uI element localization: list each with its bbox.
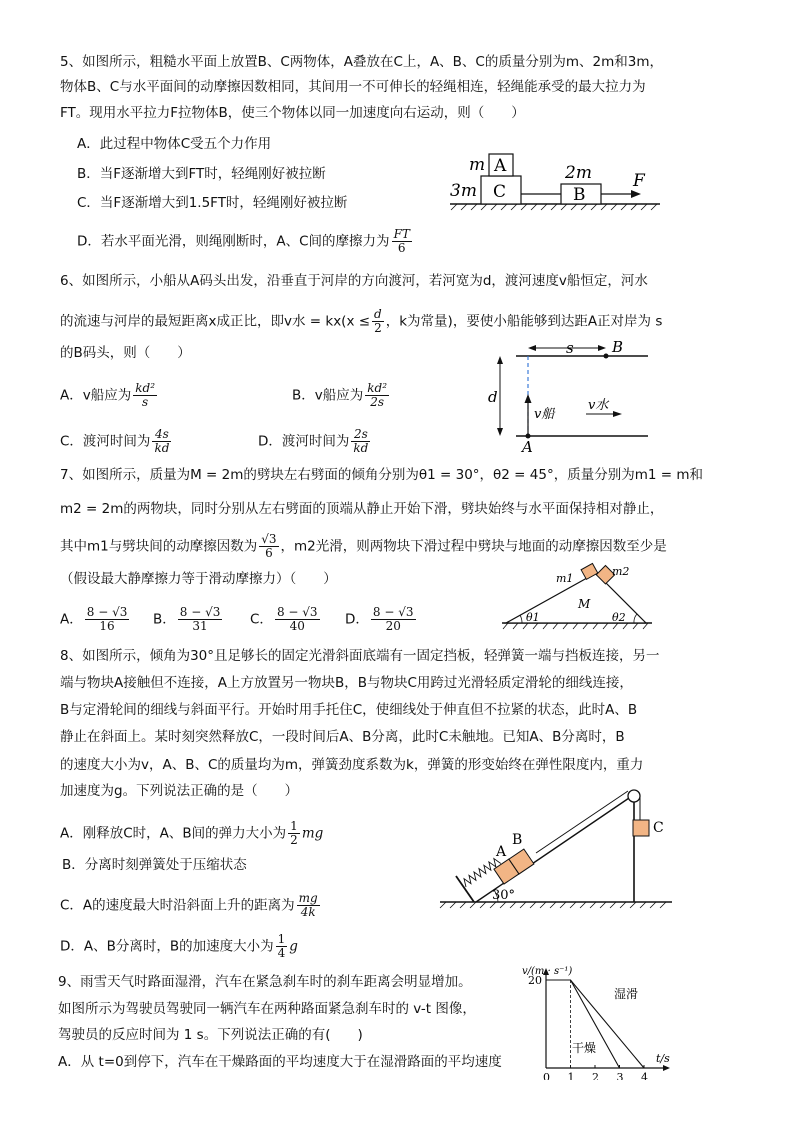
q9-option-a: A．从 t=0到停下，汽车在干燥路面的平均速度大于在湿滑路面的平均速度 (58, 1054, 502, 1070)
label-a: A (522, 438, 533, 456)
label-2m: 2m (565, 163, 592, 183)
q5-line1: 5、如图所示，粗糙水平面上放置B、C两物体，A叠放在C上，A、B、C的质量分别为m、2m和3m， (60, 54, 663, 70)
label-v-boat: v船 (534, 407, 555, 422)
label-c: C (653, 820, 664, 836)
q8-line4: 静止在斜面上。某时刻突然释放C，一段时间后A、B分离，此时C未触地。已知A、B分离时，B (60, 729, 625, 745)
q5-option-a: A．此过程中物体C受五个力作用 (77, 136, 272, 152)
series-label-wet: 湿滑 (614, 987, 639, 1001)
q7-option-a: A． $\frac{8 - √3}{16}$ (60, 605, 128, 633)
x-axis-label: t/s (656, 1052, 670, 1065)
q7-line2: m2 = 2m的两物块，同时分别从左右劈面的顶端从静止开始下滑，劈块始终与水平面保持相对静止， (60, 501, 664, 517)
label-d: d (488, 388, 498, 406)
q7-option-d: D． $\frac{8 - √3}{20}$ (345, 605, 414, 633)
q6-line1: 6、如图所示，小船从A码头出发，沿垂直于河岸的方向渡河，若河宽为d，渡河速度v船恒定，河水 (60, 273, 648, 289)
dock-b (604, 354, 609, 359)
q6-line2: 的流速与河岸的最短距离x成正比，即v水 = kx(x ≤ $\frac{d}{2}$ ，k为常量)，要使小船能够到达距A正对岸为 s (60, 307, 663, 335)
q6-figure (488, 336, 658, 456)
x-tick-label: 1 (567, 1071, 575, 1080)
q8-line2: 端与物块A接触但不连接，A上方放置另一物块B，B与物块C用跨过光滑轻质定滑轮的细线连接， (60, 675, 633, 691)
q8-line3: B与定滑轮间的细线与斜面平行。开始时用手托住C，使细线处于伸直但不拉紧的状态，此时A、B (60, 702, 638, 718)
q8-line5: 的速度大小为v，A、B、C的质量均为m，弹簧劲度系数为k，弹簧的形变始终在弹性限度内，重力 (60, 757, 644, 773)
label-big-m: M (578, 597, 591, 611)
q6-option-c: C．渡河时间为 $\frac{4s}{kd}$ (60, 427, 170, 455)
q9-line2: 如图所示为驾驶员驾驶同一辆汽车在两种路面紧急刹车时的 v-t 图像， (58, 1001, 476, 1017)
q8-line1: 8、如图所示，倾角为30°且足够长的固定光滑斜面底端有一固定挡板，轻弹簧一端与挡板连接，另一 (60, 648, 660, 664)
q5-option-b: B．当F逐渐增大到FT时，轻绳刚好被拉断 (77, 166, 326, 182)
label-b: B (612, 338, 624, 356)
q7-line3: 其中m1与劈块间的动摩擦因数为 $\frac{√3}{6}$ ，m2光滑，则两物块下滑过程中劈块与地面的动摩擦因数至少是 (60, 532, 667, 560)
q8-figure (436, 780, 676, 910)
q8-option-b: B．分离时刻弹簧处于压缩状态 (62, 857, 247, 873)
q6-option-b: B．v船应为 $\frac{\text{kd²}}{2s}$ (292, 381, 388, 409)
block-c (633, 820, 649, 836)
pulley (628, 790, 640, 802)
q8-option-c: C．A的速度最大时沿斜面上升的距离为 $\frac{mg}{4k}$ (60, 891, 318, 919)
label-theta2: θ2 (612, 611, 626, 624)
y-tick-label: 20 (528, 974, 542, 987)
series-label-dry: 干燥 (572, 1041, 597, 1055)
label-c: C (493, 182, 507, 202)
q9-line3: 驾驶员的反应时间为 1 s。下列说法正确的有( ) (58, 1027, 363, 1043)
x-tick-label: 3 (616, 1071, 624, 1080)
x-tick-label: 4 (641, 1071, 648, 1080)
y-axis-label: v/(m · s⁻¹) (522, 966, 573, 977)
q8-line6: 加速度为g。下列说法正确的是（ ） (60, 783, 299, 799)
x-tick-label: 2 (592, 1071, 599, 1080)
q6-option-a: A．v船应为 $\frac{\text{kd²}}{s}$ (60, 381, 155, 409)
label-m2: m2 (612, 565, 630, 578)
q8-option-d: D．A、B分离时，B的加速度大小为 $\frac{1}{4}$ g (60, 932, 298, 960)
label-v-water: v水 (588, 398, 609, 413)
q7-option-c: C． $\frac{8 - √3}{40}$ (250, 605, 318, 633)
label-m: m (469, 155, 486, 175)
vt-chart (518, 962, 678, 1080)
q7-option-b: B． $\frac{8 - √3}{31}$ (153, 605, 221, 633)
q6-option-d: D．渡河时间为 $\frac{2s}{kd}$ (258, 427, 369, 455)
q7-line4: （假设最大静摩擦力等于滑动摩擦力）（ ） (60, 571, 337, 587)
q5-figure (445, 148, 665, 218)
label-f: F (633, 171, 645, 191)
x-tick-label: 0 (543, 1071, 550, 1080)
q7-figure (500, 560, 655, 635)
q5-line3: FT。现用水平拉力F拉物体B，使三个物体以同一加速度向右运动，则（ ） (60, 105, 525, 121)
label-angle: 30° (492, 888, 516, 903)
label-b: B (573, 185, 586, 205)
q5-option-c: C．当F逐渐增大到1.5FT时，轻绳刚好被拉断 (77, 195, 348, 211)
q5-line2: 物体B、C与水平面间的动摩擦因数相同，其间用一不可伸长的轻绳相连，轻绳能承受的最大拉力为 (60, 79, 646, 95)
q8-option-a: A．刚释放C时，A、B间的弹力大小为 $\frac{1}{2}$ mg (60, 819, 324, 847)
label-m1: m1 (556, 572, 574, 585)
spring (462, 857, 501, 887)
label-a: A (496, 844, 507, 860)
label-theta1: θ1 (526, 611, 540, 624)
label-3m: 3m (450, 181, 477, 201)
label-s: s (566, 339, 574, 357)
q9-line1: 9、雨雪天气时路面湿滑，汽车在紧急刹车时的刹车距离会明显增加。 (58, 974, 472, 990)
label-b: B (512, 832, 523, 848)
string (536, 791, 628, 853)
label-a: A (494, 156, 507, 176)
q6-line3: 的B码头，则（ ） (60, 345, 191, 361)
q5-option-d: D．若水平面光滑，则绳刚断时，A、C间的摩擦力为 $\frac{FT}{6}$ (77, 227, 410, 255)
q7-line1: 7、如图所示，质量为M = 2m的劈块左右劈面的倾角分别为θ1 = 30°，θ2 = 45°，质量分别为m1 = m和 (60, 467, 703, 483)
